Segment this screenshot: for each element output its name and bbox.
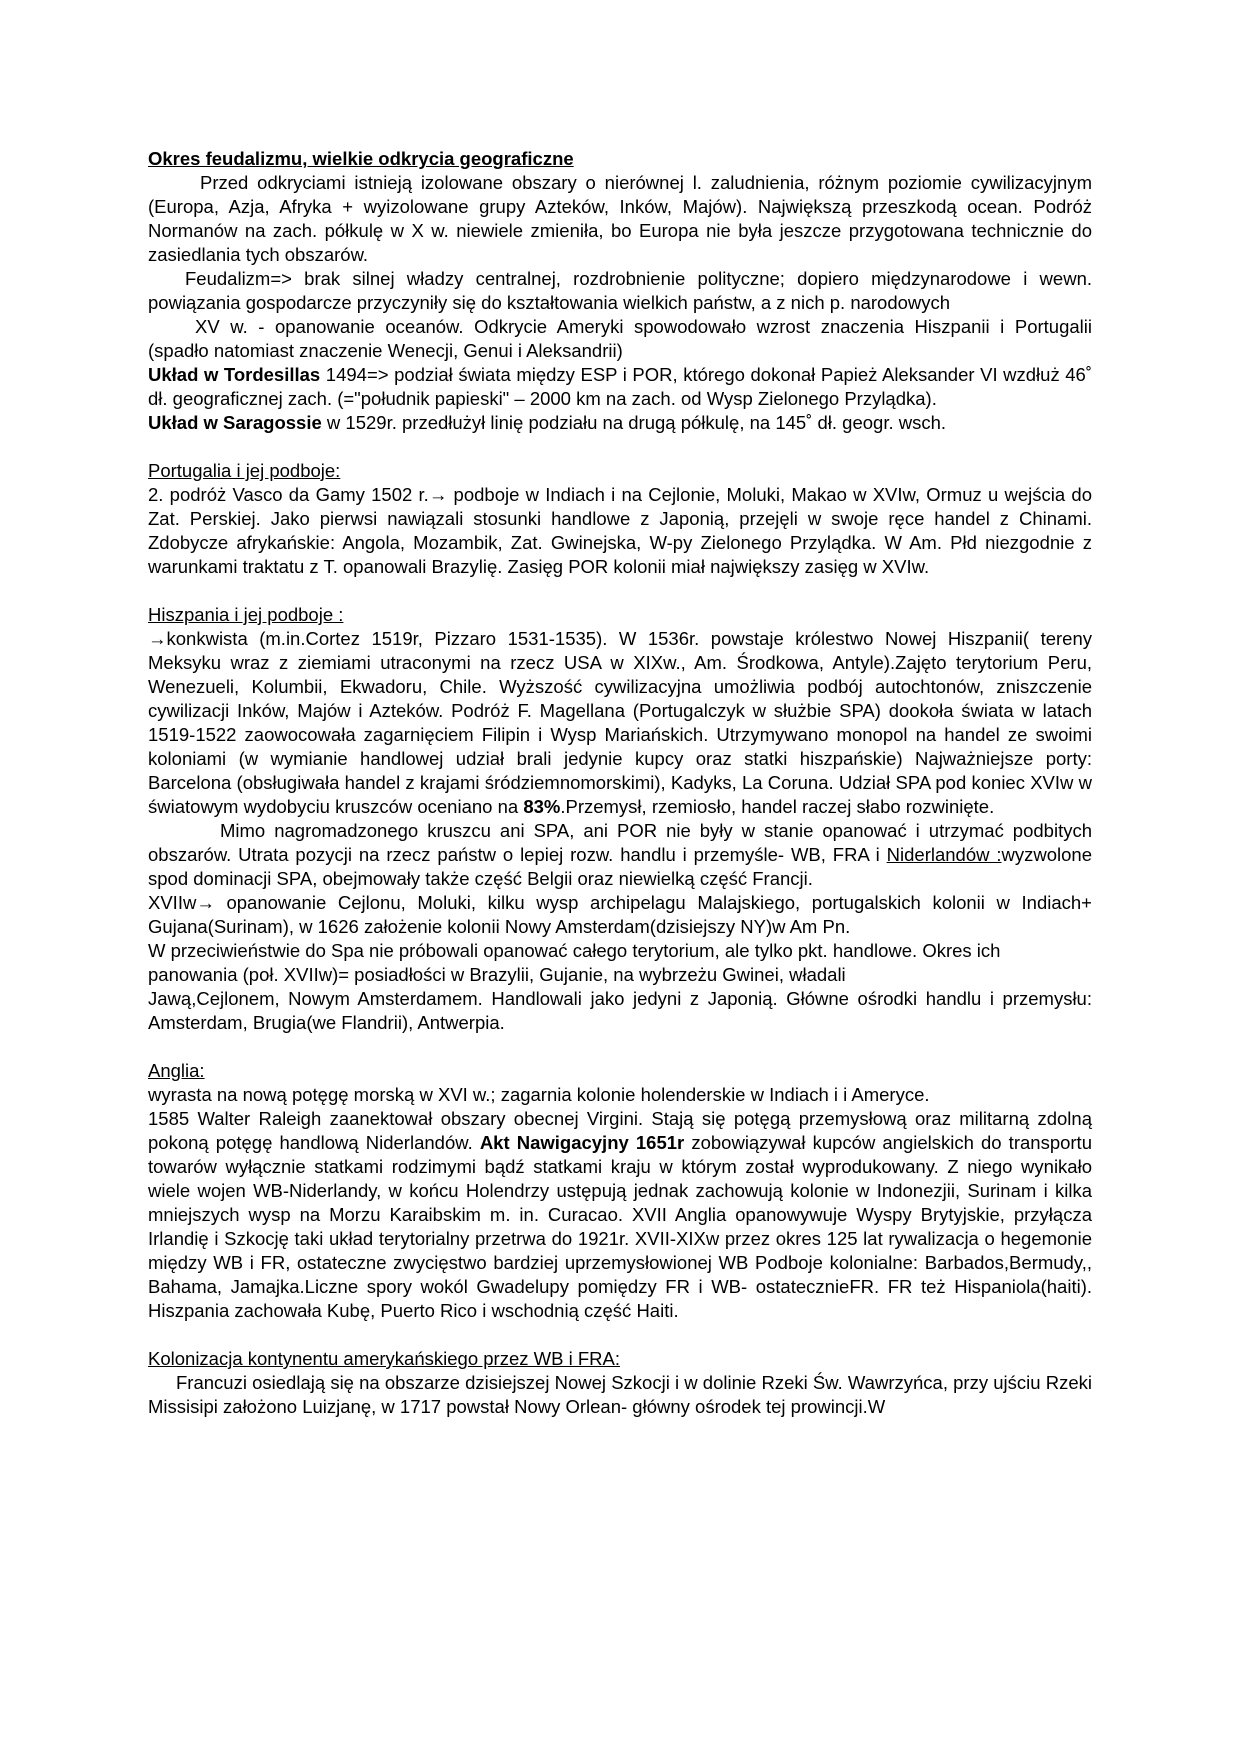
- america-heading: Kolonizacja kontynentu amerykańskiego przez WB i FRA:: [148, 1348, 620, 1369]
- england-paragraph-2: [148, 1107, 1092, 1323]
- portugal-paragraph: 2. podróż Vasco da Gamy 1502 r.→ podboje w Indiach i na Cejlonie, Moluki, Makao w XVIw, Ormuz u wejścia do Zat. Perskiej. Jako pierwsi nawiązali stosunki handlowe z Japonią, przejęli w swoje ręce handel z Chinami. Zdobycze afrykańskie: Angola, Mozambik, Zat. Gwinejska, W-py Zielonego Przylądka. W Am. Płd niezgodnie z warunkami traktatu z T. opanowali Brazylię. Zasięg POR kolonii miał największy zasięg w XVIw.: [148, 484, 1092, 577]
- spain-text-b: .Przemysł, rzemiosło, handel raczej słabo rozwinięte.: [560, 796, 995, 817]
- saragossa-label: Układ w Saragossie: [148, 412, 322, 433]
- navigation-act: Akt Nawigacyjny 1651r: [479, 1132, 685, 1153]
- intro-paragraph-1: Przed odkryciami istnieją izolowane obszary o nierównej l. zaludnienia, różnym poziomie cywilizacyjnym (Europa, Azja, Afryka + wyizolowane grupy Azteków, Inków, Majów). Największą przeszkodą ocean. Podróż Normanów na zach. półkulę w X w. niewiele zmieniła, bo Europa nie była jeszcze przygotowana technicznie do zasiedlania tych obszarów.: [148, 172, 1092, 265]
- spain-heading: Hiszpania i jej podboje :: [148, 604, 344, 625]
- england-text-b: zobowiązywał kupców angielskich do transportu towarów wyłącznie statkami rodzimymi bądź statkami kraju w którym został wyprodukowany. Z niego wynikało wiele wojen WB-Niderlandy, w końcu Holendrzy ustępują jednak zachowują kolonie w Indonezjii, Surinam i kilka mniejszych wysp na Morzu Karaibskim m. in. Curacao. XVII Anglia opanowywuje Wyspy Brytyjskie, przyłącza Irlandię i Szkocję taki układ terytorialny przetrwa do 1921r. XVII-XIXw przez okres 125 lat rywalizacja o hegemonie między WB i FR, ostateczne zwycięstwo bardziej uprzemysłowionej WB Podboje kolonialne: Barbados,Bermudy,, Bahama, Jamajka.Liczne spory wokól Gwadelupy pomiędzy FR i WB- ostatecznieFR. FR też Hispaniola(haiti). Hiszpania zachowała Kubę, Puerto Rico i wschodnią część Haiti.: [148, 1132, 1092, 1321]
- spain-text-c: Mimo nagromadzonego kruszcu ani SPA, ani POR nie były w stanie opanować i utrzymać podbitych obszarów. Utrata pozycji na rzecz państw o lepiej rozw. handlu i przemyśle- WB, FRA i: [148, 820, 1092, 865]
- spacer: [148, 1035, 1092, 1059]
- intro-paragraph-3: XV w. - opanowanie oceanów. Odkrycie Ameryki spowodowało wzrost znaczenia Hiszpanii i Portugalii (spadło natomiast znaczenie Wenecji, Genui i Aleksandrii): [148, 316, 1092, 361]
- america-paragraph: Francuzi osiedlają się na obszarze dzisiejszej Nowej Szkocji i w dolinie Rzeki Św. Wawrzyńca, przy ujściu Rzeki Missisipi założono Luizjanę, w 1717 powstał Nowy Orlean- główny ośrodek tej prowincji.W: [148, 1372, 1092, 1417]
- spacer: [148, 435, 1092, 459]
- england-text-a: 1585 Walter Raleigh zaanektował obszary obecnej Virgini. Stają się potęgą przemysłową oraz militarną zdolną pokoną potęgę handlową Niderlandów.: [148, 1108, 1092, 1153]
- tordesillas-paragraph: [148, 363, 1092, 411]
- netherlands-paragraph-2: XVIIw→ opanowanie Cejlonu, Moluki, kilku wysp archipelagu Malajskiego, portugalskich kolonii w Indiach+ Gujana(Surinam), w 1626 założenie kolonii Nowy Amsterdam(dzisiejszy NY)w Am Pn.: [148, 892, 1092, 937]
- spain-text-a: →konkwista (m.in.Cortez 1519r, Pizzaro 1531-1535). W 1536r. powstaje królestwo Nowej Hiszpanii( tereny Meksyku wraz z ziemiami utraconymi na rzecz USA w XIXw., Am. Środkowa, Antyle).Zajęto terytorium Peru, Wenezueli, Kolumbii, Ekwadoru, Chile. Wyższość cywilizacyjna umożliwia podbój autochtonów, zniszczenie cywilizacji Inków, Majów i Azteków. Podróż F. Magellana (Portugalczyk w służbie SPA) dookoła świata w latach 1519-1522 zaowocowała zagarnięciem Filipin i Wysp Mariańskich. Utrzymywano monopol na handel ze swoimi koloniami (w wymianie handlowej udział brali jedynie kupcy oraz statki hiszpańskie) Najważniejsze porty: Barcelona (obsługiwała handel z krajami śródziemnomorskimi), Kadyks, La Coruna. Udział SPA pod koniec XVIw w światowym wydobyciu kruszców oceniano na: [148, 628, 1092, 817]
- tordesillas-label: Układ w Tordesillas: [148, 364, 321, 385]
- spacer: [148, 579, 1092, 603]
- netherlands-label: Niderlandów :: [886, 844, 1002, 865]
- netherlands-paragraph-3a: W przeciwieństwie do Spa nie próbowali opanować całego terytorium, ale tylko pkt. handlowe. Okres ich panowania (poł. XVIIw)= posiadłości w Brazylii, Gujanie, na wybrzeżu Gwinei, władali: [148, 940, 1001, 985]
- england-paragraph-1: wyrasta na nową potęgę morską w XVI w.; zagarnia kolonie holenderskie w Indiach i i Ameryce.: [148, 1084, 930, 1105]
- spain-ore-share: 83%: [523, 796, 561, 817]
- saragossa-paragraph: [148, 411, 1092, 435]
- page-title: Okres feudalizmu, wielkie odkrycia geograficzne: [148, 148, 574, 169]
- netherlands-text-1: wyzwolone spod dominacji SPA, obejmowały także część Belgii oraz niewielką część Francji.: [148, 844, 1092, 889]
- netherlands-paragraph-3b: Jawą,Cejlonem, Nowym Amsterdamem. Handlowali jako jedyni z Japonią. Główne ośrodki handlu i przemysłu: Amsterdam, Brugia(we Flandrii), Antwerpia.: [148, 988, 1092, 1033]
- intro-paragraph-2: Feudalizm=> brak silnej władzy centralnej, rozdrobnienie polityczne; dopiero międzynarodowe i wewn. powiązania gospodarcze przyczyniły się do kształtowania wielkich państw, a z nich p. narodowych: [148, 268, 1092, 313]
- portugal-heading: Portugalia i jej podboje:: [148, 460, 341, 481]
- tordesillas-text: 1494=> podział świata między ESP i POR, którego dokonał Papież Aleksander VI wzdłuż 46˚ dł. geograficznej zach. (="południk papieski" – 2000 km na zach. od Wysp Zielonego Przylądka).: [148, 364, 1093, 409]
- spain-paragraph-1: [148, 627, 1092, 819]
- england-heading: Anglia:: [148, 1060, 205, 1081]
- spacer: [148, 1323, 1092, 1347]
- saragossa-text: w 1529r. przedłużył linię podziału na drugą półkulę, na 145˚ dł. geogr. wsch.: [321, 412, 947, 433]
- spain-paragraph-2: [148, 819, 1092, 891]
